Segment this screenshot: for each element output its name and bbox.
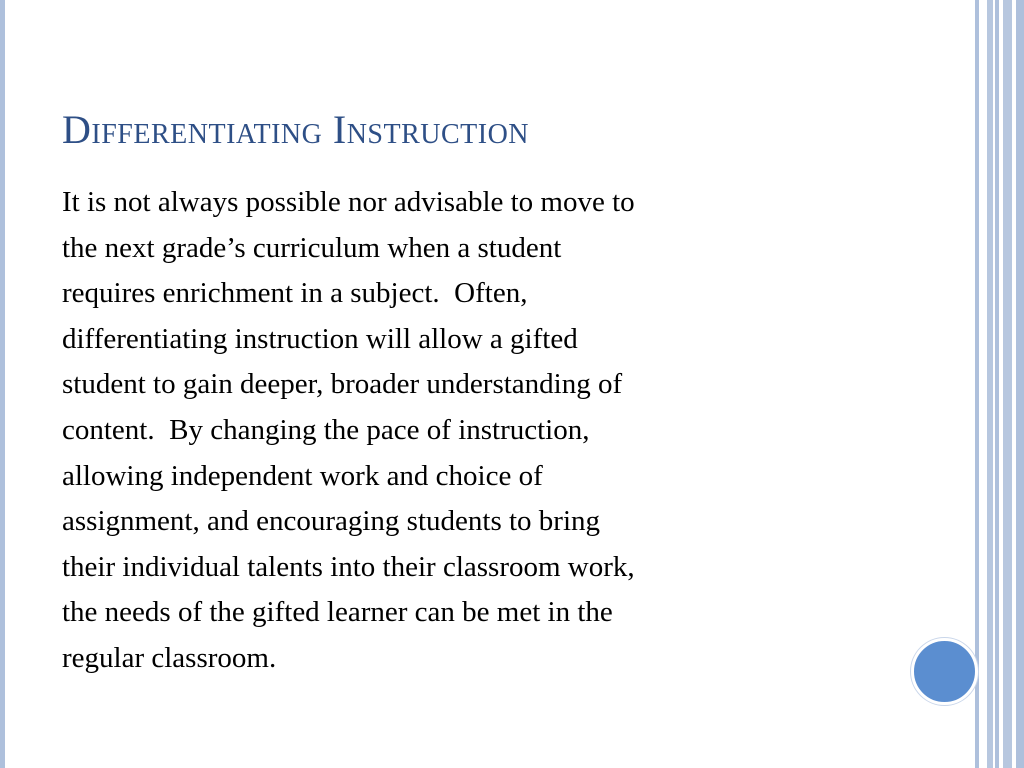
slide-title: Differentiating Instruction	[62, 107, 530, 152]
body-line: It is not always possible nor advisable to move to	[62, 186, 635, 218]
body-line: allowing independent work and choice of	[62, 459, 543, 492]
body-line: regular classroom.	[62, 641, 277, 674]
frame-stripe	[1016, 0, 1024, 768]
frame-stripe	[1003, 0, 1012, 768]
body-line: student to gain deeper, broader understanding of	[62, 368, 623, 401]
frame-gap	[979, 0, 987, 768]
slide-body-text	[62, 180, 862, 682]
left-border-stripe	[0, 0, 5, 768]
right-decorative-frame	[975, 0, 1024, 768]
body-line: the next grade’s curriculum when a student	[62, 231, 562, 264]
decorative-circle	[911, 638, 978, 705]
body-line: their individual talents into their classroom work,	[62, 550, 635, 583]
body-line: content. By changing the pace of instruction,	[62, 413, 590, 446]
body-line: differentiating instruction will allow a gifted	[62, 322, 578, 355]
body-line: the needs of the gifted learner can be met in the	[62, 596, 613, 629]
body-line: requires enrichment in a subject. Often,	[62, 277, 528, 310]
body-line: assignment, and encouraging students to bring	[62, 505, 601, 538]
